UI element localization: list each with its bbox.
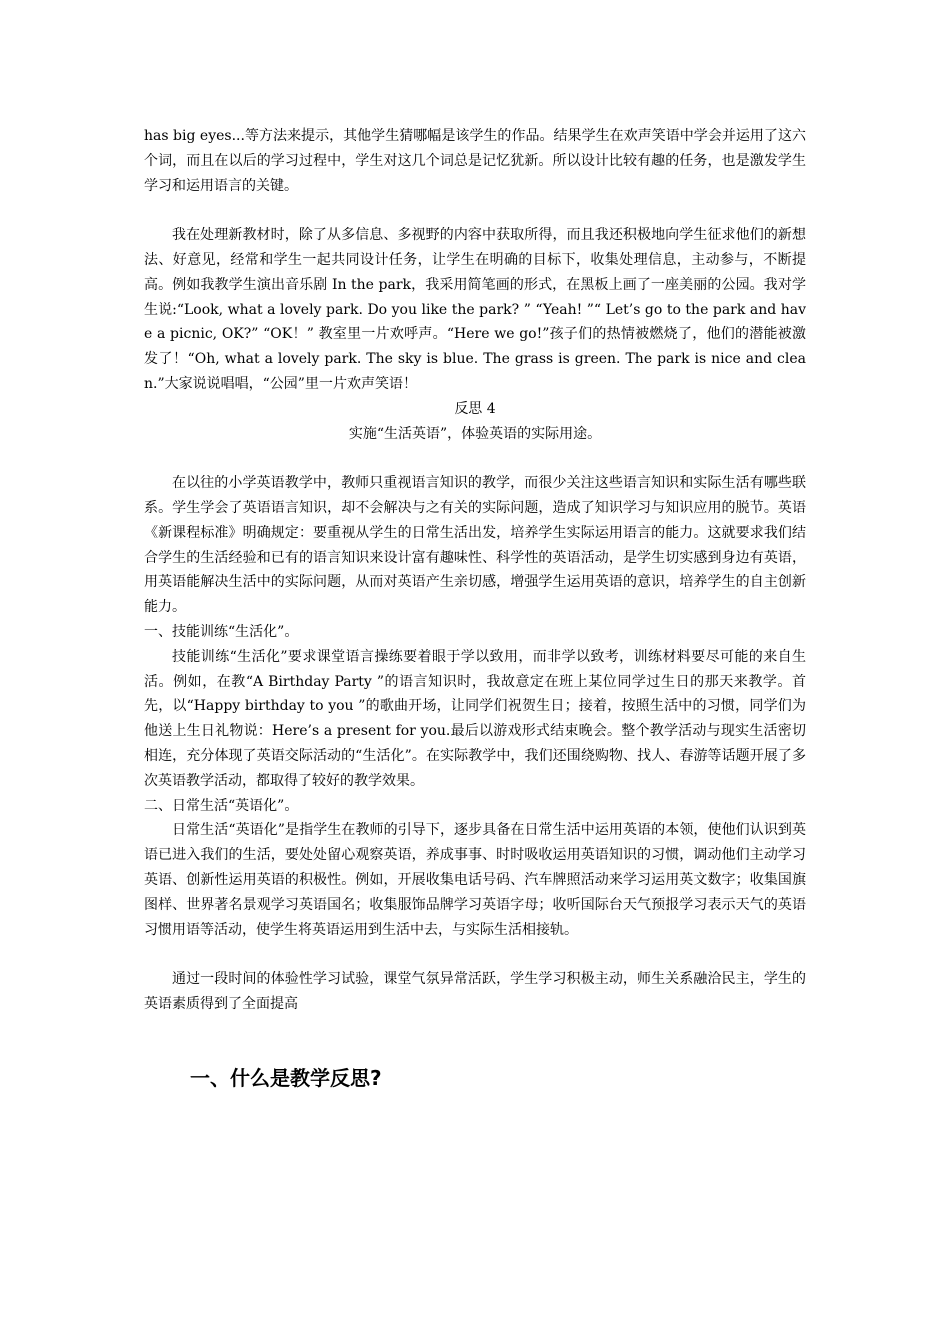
paragraph-skill-training: 技能训练“生活化”要求课堂语言操练要着眼于学以致用，而非学以致考，训练材料要尽可能的来自生活。例如，在教“A Birthday Party ”的语言知识时，我故意定在班上某位同学过生日的那天来教学。首先，以“Happy birthday to you ”的歌曲开场，让同学们祝贺生日；接着，按照生活中的习惯，同学们为他送上生日礼物说：Here’s a present for you.最后以游戏形式结束晚会。整个教学活动与现实生活密切相连，充分体现了英语交际活动的“生活化”。在实际教学中，我们还围绕购物、找人、春游等话题开展了多次英语教学活动，都取得了较好的教学效果。 [144, 648, 806, 789]
paragraph-life-english: 在以往的小学英语教学中，教师只重视语言知识的教学，而很少关注这些语言知识和实际生活有哪些联系。学生学会了英语语言知识，却不会解决与之有关的实际问题，造成了知识学习与知识应用的脱节。英语《新课程标准》明确规定：要重视从学生的日常生活出发，培养学生实际运用语言的能力。这就要求我们结合学生的生活经验和已有的语言知识来设计富有趣味性、科学性的英语活动，是学生切实感到身边有英语，用英语能解决生活中的实际问题，从而对英语产生亲切感，增强学生运用英语的意识，培养学生的自主创新能力。 [144, 475, 806, 616]
paragraph-intro: has big eyes...等方法来提示，其他学生猜哪幅是该学生的作品。结果学生在欢声笑语中学会并运用了这六个词，而且在以后的学习过程中，学生对这几个词总是记忆犹新。所以设计比较有趣的任务，也是激发学生学习和运用语言的关键。 [144, 128, 806, 194]
paragraph-gap [144, 198, 806, 223]
document-page [144, 124, 806, 1093]
paragraph-daily-life: 日常生活“英语化”是指学生在教师的引导下，逐步具备在日常生活中运用英语的本领，使他们认识到英语已进入我们的生活，要处处留心观察英语，养成事事、时时吸收运用英语知识的习惯，调动他们主动学习英语、创新性运用英语的积极性。例如，开展收集电话号码、汽车牌照活动来学习运用英文数字；收集国旗图样、世界著名景观学习英语国名；收集服饰品牌学习英语字母；收听国际台天气预报学习表示天气的英语习惯用语等活动，使学生将英语运用到生活中去，与实际生活相接轨。 [144, 822, 806, 938]
section-label: 反思 4 [454, 400, 496, 417]
section-heading: 一、什么是教学反思? [190, 1065, 382, 1090]
subheading-daily-life: 二、日常生活“英语化”。 [144, 797, 299, 814]
paragraph-gap [144, 446, 806, 471]
paragraph-conclusion: 通过一段时间的体验性学习试验，课堂气氛异常活跃，学生学习积极主动，师生关系融洽民主，学生的英语素质得到了全面提高 [144, 971, 806, 1012]
section-title: 实施“生活英语”，体验英语的实际用途。 [348, 425, 602, 442]
paragraph-park-example: 我在处理新教材时，除了从多信息、多视野的内容中获取所得，而且我还积极地向学生征求他们的新想法、好意见，经常和学生一起共同设计任务，让学生在明确的目标下，收集处理信息，主动参与，不断提高。例如我教学生演出音乐剧 In the park，我采用简笔画的形式，在黑板上画了一座美丽的公园。我对学生说:“Look, what a lovely park. Do you like the park? ” “Yeah! ”“ Let’s go to the park and have a picnic, OK?” “OK！” 教室里一片欢呼声。“Here we go!”孩子们的热情被燃烧了，他们的潜能被激发了！“Oh, what a lovely park. The sky is blue. The grass is green. The park is nice and clean.”大家说说唱唱，“公园”里一片欢声笑语！ [144, 227, 806, 392]
subheading-skill-training: 一、技能训练“生活化”。 [144, 623, 299, 640]
paragraph-gap [144, 942, 806, 967]
